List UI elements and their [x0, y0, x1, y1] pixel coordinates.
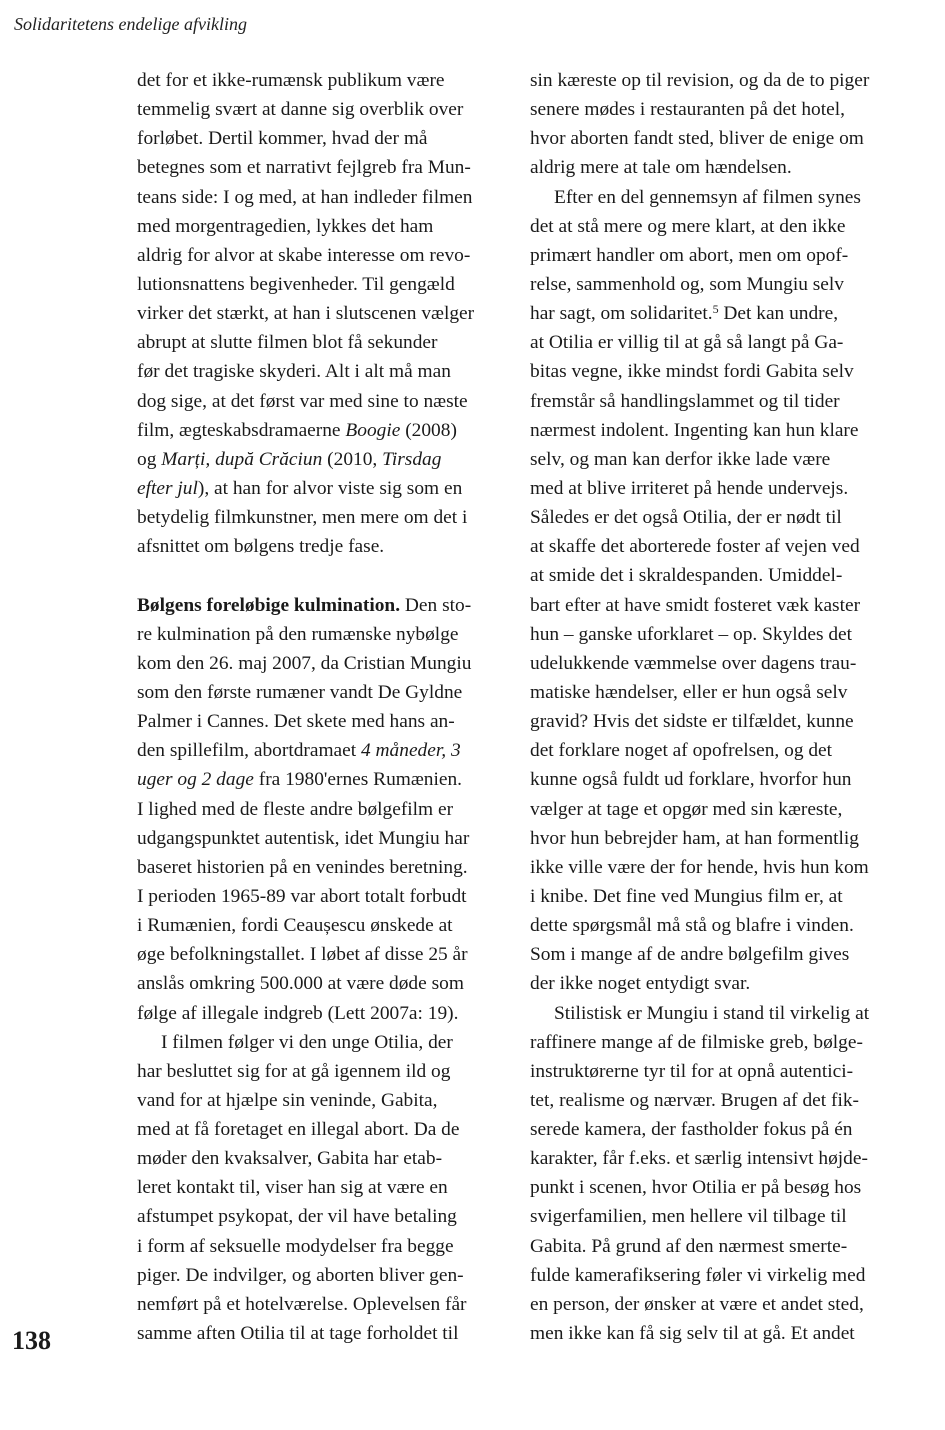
text-line: raffinere mange af de filmiske greb, bølge-: [530, 1031, 863, 1053]
text-line: aldrig mere at tale om hændelsen.: [530, 157, 792, 179]
text-line: [137, 445, 487, 474]
text-line: det at stå mere og mere klart, at den ikke: [530, 215, 846, 237]
text-line: Efter en del gennemsyn af filmen synes: [554, 186, 861, 208]
text-line: re kulmination på den rumænske nybølge: [137, 623, 459, 645]
text-line: Som i mange af de andre bølgefilm gives: [530, 944, 850, 966]
text-line: piger. De indvilger, og aborten bliver gen-: [137, 1264, 464, 1286]
text-run: Det kan undre,: [718, 303, 839, 325]
text-line: [137, 765, 487, 794]
text-line: bitas vegne, ikke mindst fordi Gabita selv: [530, 361, 854, 383]
text-line: anslås omkring 500.000 at være døde som: [137, 973, 464, 995]
text-line: [530, 299, 910, 328]
text-line: vand for at hjælpe sin veninde, Gabita,: [137, 1089, 438, 1111]
paragraph-gap: [137, 561, 487, 590]
text-line: [137, 474, 487, 503]
text-line: instruktørerne tyr til for at opnå autentici-: [530, 1060, 854, 1082]
text-line: en person, der ønsker at være et andet sted,: [530, 1293, 864, 1315]
text-line: øge befolkningstallet. I løbet af disse 25 år: [137, 944, 468, 966]
text-line: [137, 416, 487, 445]
text-line: dette spørgsmål må stå og blafre i vinden.: [530, 915, 854, 937]
running-head: Solidaritetens endelige afvikling: [14, 14, 247, 34]
text-line: møder den kvaksalver, Gabita har etab-: [137, 1148, 443, 1170]
text-run: (2010,: [327, 448, 378, 470]
text-line: Gabita. På grund af den nærmest smerte-: [530, 1235, 848, 1257]
text-line: med at få foretaget en illegal abort. Da de: [137, 1119, 460, 1141]
text-line: selv, og man kan derfor ikke lade være: [530, 448, 831, 470]
text-line: leret kontakt til, viser han sig at være en: [137, 1177, 448, 1199]
text-run: fra 1980'ernes Rumænien.: [258, 769, 463, 791]
left-column: [137, 66, 487, 1348]
text-line: gravid? Hvis det sidste er tilfældet, kunne: [530, 711, 854, 733]
text-run: (2008): [405, 419, 457, 441]
section-heading: Bølgens foreløbige kulmination.: [137, 594, 401, 616]
film-title: Tirsdag: [382, 448, 442, 470]
text-line: I perioden 1965-89 var abort totalt forbudt: [137, 885, 467, 907]
text-line: at smide det i skraldespanden. Umiddel-: [530, 565, 843, 587]
text-line: afsnittet om bølgens tredje fase.: [137, 536, 385, 558]
text-line: [137, 736, 487, 765]
text-line: abrupt at slutte filmen blot få sekunder: [137, 332, 438, 354]
text-line: senere mødes i restauranten på det hotel,: [530, 99, 845, 121]
text-line: temmelig svært at danne sig overblik over: [137, 99, 464, 121]
text-run: film, ægteskabsdramaerne: [137, 419, 341, 441]
text-line: at skaffe det aborterede foster af vejen ved: [530, 536, 860, 558]
text-line: Palmer i Cannes. Det skete med hans an-: [137, 711, 455, 733]
text-line: kom den 26. maj 2007, da Cristian Mungiu: [137, 652, 472, 674]
text-line: det for et ikke-rumænsk publikum være: [137, 70, 445, 91]
text-line: matiske hændelser, eller er hun også selv: [530, 681, 848, 703]
text-line: bart efter at have smidt fosteret væk kaster: [530, 594, 861, 616]
text-line: med morgentragedien, lykkes det ham: [137, 215, 434, 237]
text-line: samme aften Otilia til at tage forholdet til: [137, 1323, 459, 1345]
text-line: primært handler om abort, men om opof-: [530, 244, 849, 266]
text-line: punkt i scenen, hvor Otilia er på besøg hos: [530, 1177, 862, 1199]
text-line: har besluttet sig for at gå igennem ild og: [137, 1060, 451, 1082]
text-line: nemført på et hotelværelse. Oplevelsen får: [137, 1293, 467, 1315]
text-line: hun – ganske uforklaret – op. Skyldes det: [530, 623, 853, 645]
text-line: svigerfamilien, men hellere vil tilbage til: [530, 1206, 847, 1228]
text-line: at Otilia er villig til at gå så langt på Ga-: [530, 332, 844, 354]
film-title: 4 måneder, 3: [361, 740, 461, 762]
text-line: betegnes som et narrativt fejlgreb fra Mun-: [137, 157, 471, 179]
text-line: med at blive irriteret på hende undervejs.: [530, 477, 849, 499]
text-line: baseret historien på en venindes beretning.: [137, 856, 468, 878]
text-line: udelukkende væmmelse over dagens trau-: [530, 652, 857, 674]
text-line: aldrig for alvor at skabe interesse om revo-: [137, 244, 471, 266]
text-line: det forklare noget af opofrelsen, og det: [530, 740, 833, 762]
text-line: nærmest indolent. Ingenting kan hun klare: [530, 419, 859, 441]
text-line: [137, 591, 487, 620]
film-title: Boogie: [345, 419, 401, 441]
text-line: ikke ville være der for hende, hvis hun kom: [530, 856, 869, 878]
text-line: udgangspunktet autentisk, idet Mungiu har: [137, 827, 470, 849]
text-line: fremstår så handlingslammet og til tider: [530, 390, 840, 412]
text-line: Stilistisk er Mungiu i stand til virkelig at: [554, 1002, 870, 1024]
text-line: der ikke noget entydigt svar.: [530, 973, 751, 995]
text-line: før det tragiske skyderi. Alt i alt må man: [137, 361, 451, 383]
text-line: I filmen følger vi den unge Otilia, der: [161, 1031, 453, 1053]
text-line: karakter, får f.eks. et særlig intensivt højde-: [530, 1148, 868, 1170]
text-run: og: [137, 448, 157, 470]
text-line: serede kamera, der fastholder fokus på én: [530, 1119, 853, 1141]
film-title: Marți, după Crăciun: [161, 448, 323, 470]
text-line: i knibe. Det fine ved Mungius film er, at: [530, 885, 843, 907]
footnote-marker: 5: [712, 302, 719, 317]
text-line: forløbet. Dertil kommer, hvad der må: [137, 128, 428, 150]
text-line: kunne også fuldt ud forklare, hvorfor hun: [530, 769, 852, 791]
text-line: relse, sammenhold og, som Mungiu selv: [530, 273, 844, 295]
text-line: afstumpet psykopat, der vil have betaling: [137, 1206, 457, 1228]
text-line: lutionsnattens begivenheder. Til gengæld: [137, 273, 455, 295]
text-line: sin kæreste op til revision, og da de to piger: [530, 70, 870, 91]
text-line: virker det stærkt, at han i slutscenen vælger: [137, 303, 475, 325]
text-line: fulde kamerafiksering føler vi virkelig med: [530, 1264, 866, 1286]
page-number: 138: [12, 1326, 51, 1355]
right-column: [530, 66, 910, 1348]
film-title: uger og 2 dage: [137, 769, 254, 791]
text-line: i form af seksuelle modydelser fra begge: [137, 1235, 454, 1257]
text-line: teans side: I og med, at han indleder filmen: [137, 186, 473, 208]
text-line: som den første rumæner vandt De Gyldne: [137, 681, 463, 703]
text-line: hvor aborten fandt sted, bliver de enige om: [530, 128, 864, 150]
text-line: hvor hun bebrejder ham, at han formentlig: [530, 827, 859, 849]
text-line: i Rumænien, fordi Ceaușescu ønskede at: [137, 915, 453, 937]
text-line: dog sige, at det først var med sine to næste: [137, 390, 468, 412]
text-run: har sagt, om solidaritet.: [530, 303, 713, 325]
text-line: I lighed med de fleste andre bølgefilm er: [137, 798, 454, 820]
text-run: den spillefilm, abortdramaet: [137, 740, 357, 762]
text-line: vælger at tage et opgør med sin kæreste,: [530, 798, 843, 820]
text-line: betydelig filmkunstner, men mere om det i: [137, 507, 468, 529]
text-line: Således er det også Otilia, der er nødt til: [530, 507, 842, 529]
text-line: følge af illegale indgreb (Lett 2007a: 19).: [137, 1002, 459, 1024]
text-run: ), at han for alvor viste sig som en: [197, 477, 463, 499]
text-line: tet, realisme og nærvær. Brugen af det fik-: [530, 1089, 860, 1111]
text-line: men ikke kan få sig selv til at gå. Et andet: [530, 1323, 855, 1345]
text-run: Den sto-: [404, 594, 472, 616]
film-title: efter jul: [137, 477, 198, 499]
